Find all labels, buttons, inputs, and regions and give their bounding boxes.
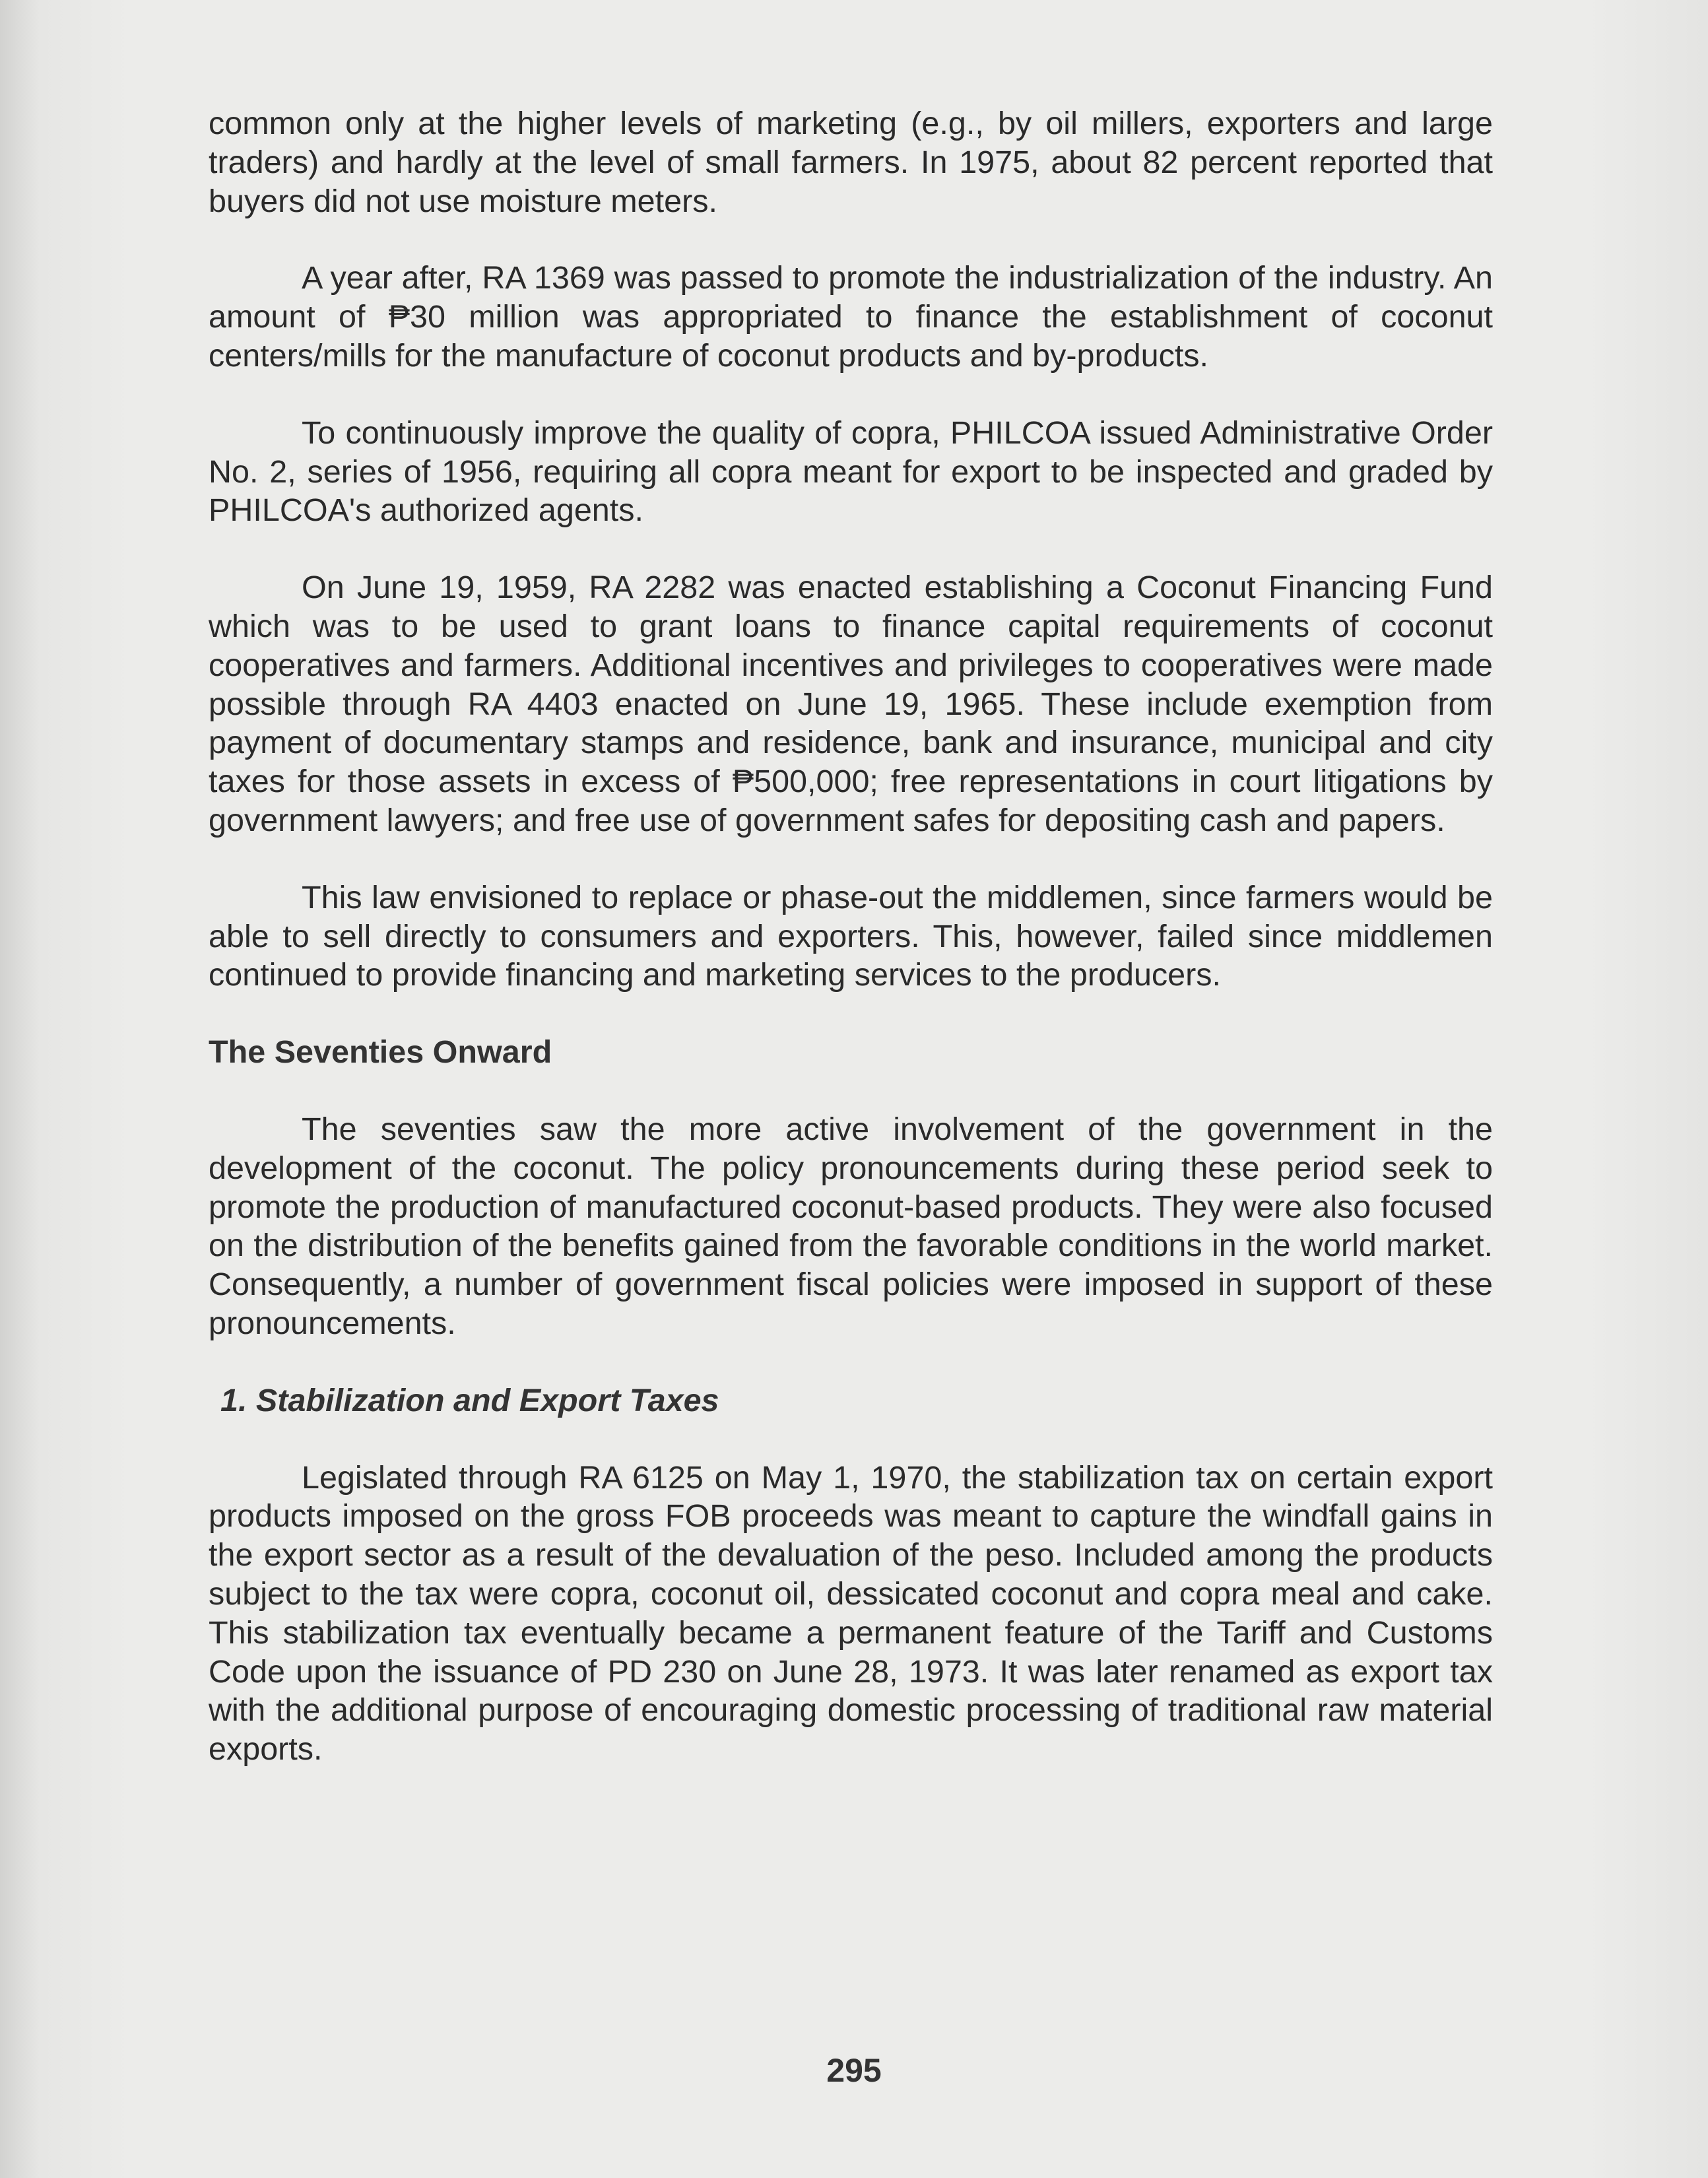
paragraph-philcoa-order: To continuously improve the quality of copra, PHILCOA issued Administrative Order No. 2, series of 1956, requiring all copra meant for export to be inspected and graded by PHILCOA's authorized agents. xyxy=(209,414,1493,529)
page-number: 295 xyxy=(826,2052,882,2089)
paragraph-moisture-meters: common only at the higher levels of marketing (e.g., by oil millers, exporters and large traders) and hardly at the level of small farmers. In 1975, about 82 percent reported that buyers did not use moisture meters. xyxy=(209,106,1493,219)
paragraph-middlemen: This law envisioned to replace or phase-out the middlemen, since farmers would be able to sell directly to consumers and exporters. This, however, failed since middlemen continued to provide financing and marketing services to the producers. xyxy=(209,879,1493,993)
paragraph-ra-1369: A year after, RA 1369 was passed to promote the industrialization of the industry. An amount of ₱30 million was appropriated to finance the establishment of coconut centers/mills for the manufacture of coconut products and by-products. xyxy=(209,260,1493,374)
paragraph-ra-2282: On June 19, 1959, RA 2282 was enacted establishing a Coconut Financing Fund which was to be used to grant loans to finance capital requirements of coconut cooperatives and farmers. Additional incentives and privileges to cooperatives were made possible through RA 4403 enacted on June 19, 1965. These include exemption from payment of documentary stamps and residence, bank and insurance, municipal and city taxes for those assets in excess of ₱500,000; free representations in court litigations by government lawyers; and free use of government safes for depositing cash and papers. xyxy=(209,570,1493,838)
section-heading: The Seventies Onward xyxy=(209,1034,552,1071)
paragraph-stabilization-tax: Legislated through RA 6125 on May 1, 1970, the stabilization tax on certain export products imposed on the gross FOB proceeds was meant to capture the windfall gains in the export sector as a result of the devaluation of the peso. Included among the products subject to the tax were copra, coconut oil, dessicated coconut and copra meal and cake. This stabilization tax eventually became a permanent feature of the Tariff and Customs Code upon the issuance of PD 230 on June 28, 1973. It was later renamed as export tax with the additional purpose of encouraging domestic processing of traditional raw material exports. xyxy=(209,1459,1493,1767)
paragraph-seventies: The seventies saw the more active involvement of the government in the development of the coconut. The policy pronouncements during these period seek to promote the production of manufactured coconut-based products. They were also focused on the distribution of the benefits gained from the favorable conditions in the world market. Consequently, a number of government fiscal policies were imposed in support of these pronouncements. xyxy=(209,1111,1493,1341)
subsection-heading: 1. Stabilization and Export Taxes xyxy=(220,1382,719,1418)
page-body xyxy=(209,104,1493,1769)
